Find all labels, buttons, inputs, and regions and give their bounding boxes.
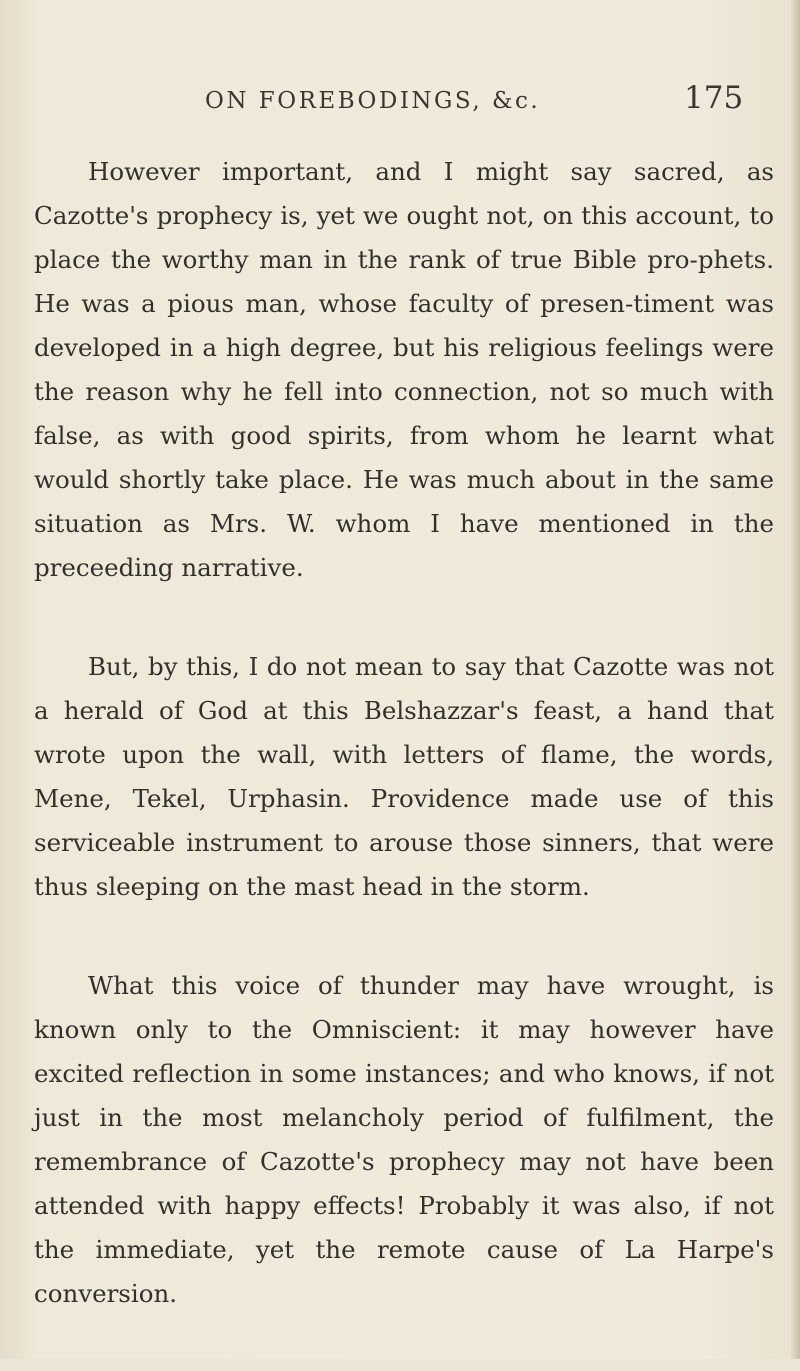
page-number: 175 (684, 80, 744, 116)
paragraph-3: What this voice of thunder may have wrought, is known only to the Omniscient: it may however have excited reflection in some instances; and who knows, if not just in the most melancholy period of fulfilment, the remembrance of Cazotte's prophecy may not have been attended with happy effects! Probably it was also, if not the immediate, yet the remote cause of La Harpe's conversion. (34, 971, 774, 1308)
paragraph-1: However important, and I might say sacred, as Cazotte's prophecy is, yet we ought not, on this account, to place the worthy man in the rank of true Bible pro-phets. He was a pious man, whose faculty of presen-timent was developed in a high degree, but his religious feelings were the reason why he fell into connection, not so much with false, as with good spirits, from whom he learnt what would shortly take place. He was much about in the same situation as Mrs. W. whom I have mentioned in the preceeding narrative. (34, 157, 774, 582)
page-header (0, 70, 800, 130)
body-text (34, 150, 774, 1371)
running-head: ON FOREBODINGS, &c. (205, 88, 541, 114)
page-edge-shadow (790, 0, 800, 1359)
paragraph-2: But, by this, I do not mean to say that Cazotte was not a herald of God at this Belshazzar's feast, a hand that wrote upon the wall, with letters of flame, the words, Mene, Tekel, Urphasin. Providence made use of this serviceable instrument to arouse those sinners, that were thus sleeping on the mast head in the storm. (34, 652, 774, 901)
